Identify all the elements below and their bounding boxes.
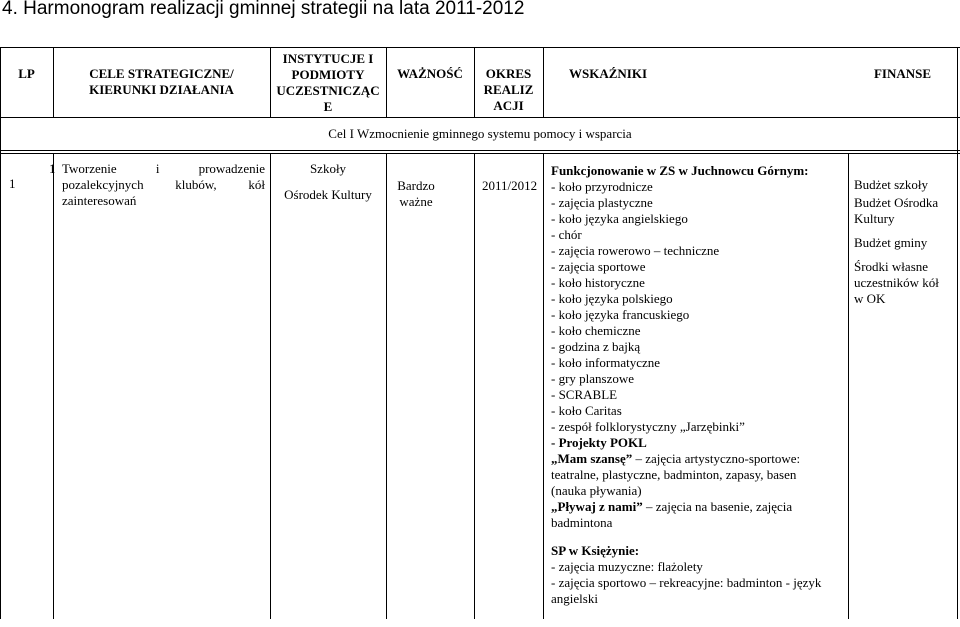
col-line — [386, 47, 387, 117]
header-cele-line: CELE STRATEGICZNE/ — [89, 66, 234, 81]
header-wskazniki: WSKAŹNIKI — [568, 66, 648, 81]
indicator-item: - koło historyczne — [551, 275, 645, 290]
header-divider — [0, 117, 960, 118]
pokl-heading: - Projekty POKL — [551, 435, 647, 450]
indicator-item: - gry planszowe — [551, 371, 635, 386]
action-word: pozalekcyjnych — [62, 177, 144, 192]
finance-item: Kultury — [854, 211, 895, 226]
header-okres-line: REALIZ — [483, 82, 534, 97]
header-okres-line: ACJI — [493, 98, 524, 113]
indicator-item: - koło języka polskiego — [551, 291, 673, 306]
col-line — [543, 47, 544, 117]
finance-item: uczestników kół — [854, 275, 939, 290]
strategy-table — [0, 47, 960, 627]
indicator-item: - koło przyrodnicze — [551, 179, 653, 194]
header-instytucje-line: INSTYTUCJE I — [282, 51, 374, 66]
sp-item: angielski — [551, 591, 598, 606]
indicator-item: - SCRABLE — [551, 387, 618, 402]
indicators-heading: Funkcjonowanie w ZS w Juchnowcu Górnym: — [551, 163, 809, 178]
row-indicators — [551, 163, 847, 607]
finance-item: Środki własne — [854, 259, 929, 274]
action-word: prowadzenie — [198, 161, 265, 176]
row-importance — [386, 178, 446, 210]
col-line — [53, 153, 54, 619]
action-word: kół — [248, 177, 265, 192]
institution-item: Szkoły — [309, 161, 347, 176]
importance-line: Bardzo — [397, 178, 435, 193]
page-title: 4. Harmonogram realizacji gminnej strategii na lata 2011-2012 — [2, 0, 525, 19]
sp-heading: SP w Księżynie: — [551, 543, 640, 558]
mam-szanse-title: „Mam szansę” — [551, 451, 633, 466]
action-line — [62, 161, 265, 177]
header-lp: LP — [18, 66, 35, 81]
goal-row-divider-2 — [0, 153, 960, 154]
goal-row: Cel I Wzmocnienie gminnego systemu pomocy i wsparcia — [328, 126, 632, 141]
indicator-item: - godzina z bajką — [551, 339, 641, 354]
header-finanse: FINANSE — [873, 66, 932, 81]
col-line — [474, 153, 475, 619]
header-instytucje-line: PODMIOTY — [291, 67, 365, 82]
col-line — [848, 153, 849, 619]
row-lp: 1 — [9, 176, 16, 191]
header-instytucje-line: E — [323, 99, 333, 114]
indicator-item: - zespół folklorystyczny „Jarzębinki” — [551, 419, 745, 434]
indicator-item: - zajęcia sportowe — [551, 259, 646, 274]
header-cele-line: KIERUNKI DZIAŁANIA — [89, 82, 234, 97]
indicator-item: - chór — [551, 227, 582, 242]
mam-szanse-line: teatralne, plastyczne, badminton, zapasy, basen — [551, 467, 797, 482]
finance-item: Budżet Ośrodka — [854, 195, 939, 210]
finance-item: Budżet szkoły — [854, 177, 929, 192]
row-period: 2011/2012 — [482, 178, 538, 193]
finance-item: Budżet gminy — [854, 235, 928, 250]
header-cele — [53, 66, 270, 98]
action-line — [62, 177, 265, 193]
action-word: Tworzenie — [62, 161, 117, 176]
finance-item: w OK — [854, 291, 886, 306]
header-okres — [474, 66, 543, 114]
col-line — [386, 153, 387, 619]
row-sub-index: 1 — [49, 161, 56, 176]
plywaj-title: „Pływaj z nami” — [551, 499, 643, 514]
header-instytucje — [270, 51, 386, 115]
action-word: i — [155, 161, 160, 176]
sp-item: - zajęcia sportowo – rekreacyjne: badminton - język — [551, 575, 822, 590]
row-finance — [854, 177, 954, 307]
sp-item: - zajęcia muzyczne: flażolety — [551, 559, 703, 574]
header-instytucje-line: UCZESTNICZĄC — [276, 83, 380, 98]
action-word: zainteresowań — [62, 193, 137, 208]
plywaj-line — [551, 499, 847, 515]
mam-szanse-line — [551, 451, 847, 467]
header-okres-line: OKRES — [485, 66, 532, 81]
action-line — [62, 193, 265, 209]
plywaj-desc: – zajęcia na basenie, zajęcia — [642, 499, 793, 514]
plywaj-line: badmintona — [551, 515, 613, 530]
indicator-item: - koło języka angielskiego — [551, 211, 688, 226]
importance-line: ważne — [399, 194, 433, 209]
header-waznosc: WAŻNOŚĆ — [397, 66, 463, 81]
table-border-top — [0, 47, 960, 48]
col-line — [270, 153, 271, 619]
col-line — [543, 153, 544, 619]
row-action — [62, 161, 265, 209]
indicator-item: - zajęcia plastyczne — [551, 195, 653, 210]
indicator-item: - koło informatyczne — [551, 355, 661, 370]
goal-row-divider — [0, 150, 960, 151]
indicator-item: - koło Caritas — [551, 403, 622, 418]
row-institutions — [270, 161, 386, 203]
institution-item: Ośrodek Kultury — [284, 187, 372, 202]
mam-szanse-desc: – zajęcia artystyczno-sportowe: — [632, 451, 801, 466]
indicator-item: - zajęcia rowerowo – techniczne — [551, 243, 720, 258]
action-word: klubów, — [175, 177, 217, 192]
mam-szanse-line: (nauka pływania) — [551, 483, 642, 498]
indicator-item: - koło języka francuskiego — [551, 307, 690, 322]
indicator-item: - koło chemiczne — [551, 323, 641, 338]
